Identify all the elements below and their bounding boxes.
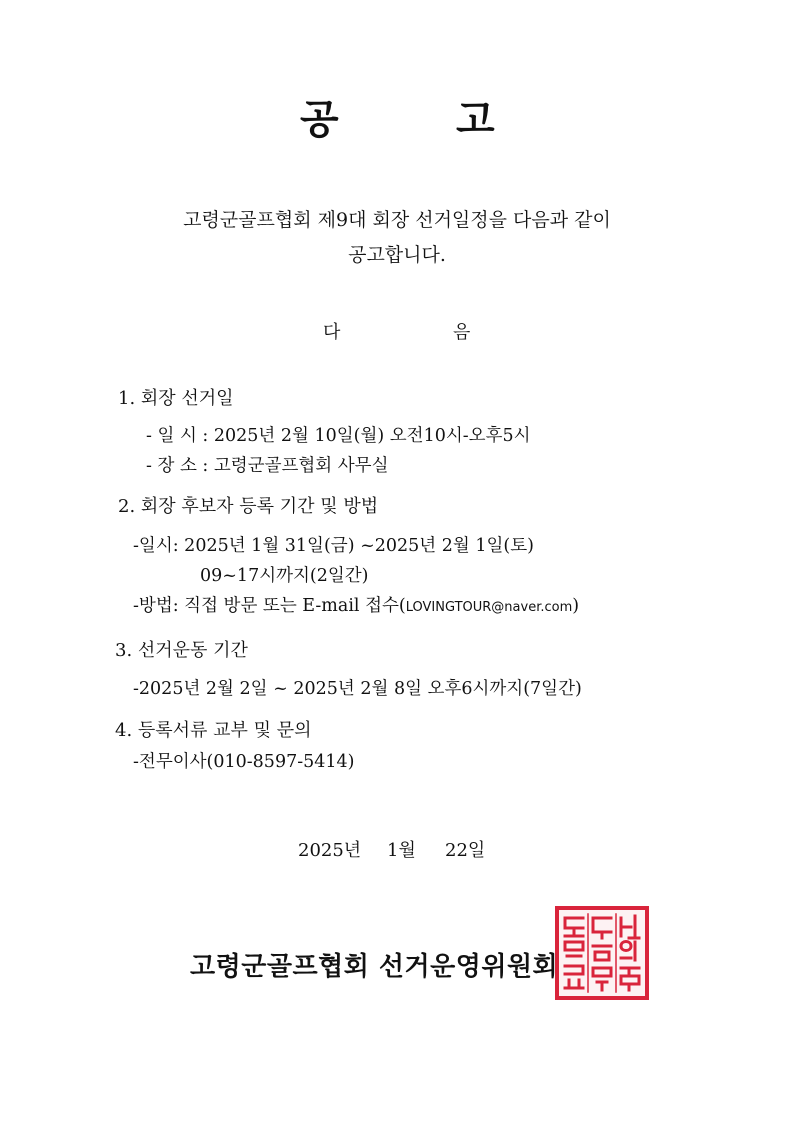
section-2-method-text: -방법: 직접 방문 또는 E-mail 접수( [133, 596, 406, 616]
title-char-2: 고 [456, 96, 495, 143]
section-1-line-1: - 일 시 : 2025년 2월 10일(월) 오전10시-오후5시 [146, 426, 531, 446]
section-4-heading: 4. 등록서류 교부 및 문의 [115, 720, 312, 741]
section-3-heading: 3. 선거운동 기간 [115, 640, 248, 661]
section-3-line-1: -2025년 2월 2일 ~ 2025년 2월 8일 오후6시까지(7일간) [133, 679, 582, 699]
section-2-line-3 [133, 592, 579, 617]
title-char-1: 공 [300, 96, 339, 143]
section-2-method-close: ) [572, 596, 580, 616]
email-address: LOVINGTOUR@naver.com [405, 600, 573, 615]
official-seal-stamp [555, 906, 649, 1000]
section-4-line-1: -전무이사(010-8597-5414) [133, 752, 355, 772]
section-1-line-2: - 장 소 : 고령군골프협회 사무실 [146, 456, 389, 476]
intro-line-2: 공고합니다. [348, 244, 446, 266]
section-1-heading: 1. 회장 선거일 [118, 388, 234, 409]
seal-glyph-graphic [559, 910, 645, 996]
section-2-line-1: -일시: 2025년 1월 31일(금) ~2025년 2월 1일(토) [133, 536, 534, 556]
da-eum-char-1: 다 [323, 322, 341, 343]
date-month: 1월 [387, 840, 416, 861]
intro-line-1: 고령군골프협회 제9대 회장 선거일정을 다음과 같이 [183, 209, 611, 231]
section-2-heading: 2. 회장 후보자 등록 기간 및 방법 [118, 496, 379, 517]
da-eum-char-2: 음 [453, 322, 471, 343]
date-year: 2025년 [298, 840, 362, 861]
committee-name: 고령군골프협회 선거운영위원회 [190, 952, 559, 982]
date-day: 22일 [445, 840, 486, 861]
section-2-line-2: 09~17시까지(2일간) [200, 566, 369, 586]
